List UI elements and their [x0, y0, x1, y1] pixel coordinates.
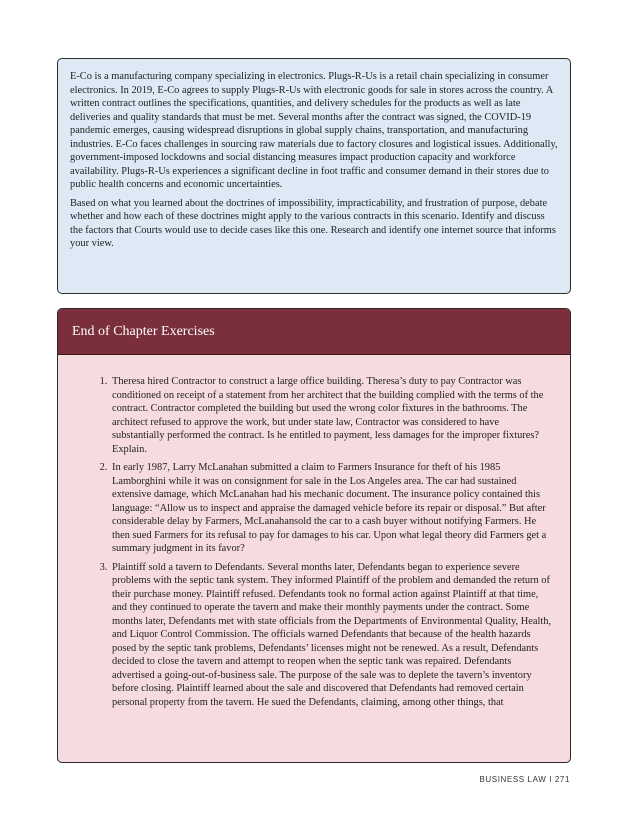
end-of-chapter-exercises-box: [57, 308, 571, 763]
exercises-heading: End of Chapter Exercises: [58, 309, 570, 355]
page-footer: BUSINESS LAW I 271: [479, 775, 570, 784]
exercise-item: 1. Theresa hired Contractor to construct a large office building. Theresa’s duty to pay Contractor was conditioned on receipt of a statement from her architect that the building complied with the terms of the contract. Contractor completed the building but used the wrong color fixtures in the bathrooms. The architect refused to approve the work, but under state law, Contractor was considered to have substantially performed the contract. Is he entitled to payment, less damages for the improper fixtures? Explain.: [110, 375, 554, 456]
exercise-list: [58, 355, 570, 709]
case-study-paragraph: Based on what you learned about the doctrines of impossibility, impracticability, and frustration of purpose, debate whether and how each of these doctrines might apply to the various contracts in this scenario. Identify and discuss the factors that Courts would use to decide cases like this one. Research and identify one internet source that informs your view.: [70, 197, 556, 249]
exercise-item: 2. In early 1987, Larry McLanahan submitted a claim to Farmers Insurance for theft of his 1985 Lamborghini while it was on consignment for sale in the Los Angeles area. The car had sustained extensive damage, which McLanahan had his mechanic document. The insurance policy contained this language: “Allow us to inspect and appraise the damaged vehicle before its repair or disposal.” But after considerable delay by Farmers, McLanahansold the car to a cash buyer without notifying Farmers. He then sued Farmers for its refusal to pay for damages to his car. Upon what legal theory did Farmers get a summary judgment in its favor?: [110, 461, 554, 556]
exercise-item: 3. Plaintiff sold a tavern to Defendants. Several months later, Defendants began to experience severe problems with the septic tank system. They informed Plaintiff of the problem and demanded the return of their purchase money. Plaintiff refused. Defendants took no formal action against Plaintiff at that time, and they continued to operate the tavern and make their monthly payments under the contract. Some months later, Defendants met with state officials from the Departments of Environmental Quality, Health, and Liquor Control Commission. The officials warned Defendants that because of the health hazards posed by the septic tank problems, Defendants’ licenses might not be renewed. As a result, Defendants decided to close the tavern and attempt to reopen when the septic tank was repaired. Defendants advertised a going-out-of-business sale. The purpose of the sale was to deplete the tavern’s inventory before closing. Plaintiff learned about the sale and discovered that Defendants had removed certain personal property from the tavern. He sued the Defendants, claiming, among other things, that: [110, 561, 554, 710]
case-study-box: [57, 58, 571, 294]
case-study-paragraph: E-Co is a manufacturing company specializing in electronics. Plugs-R-Us is a retail chain specializing in consumer electronics. In 2019, E-Co agrees to supply Plugs-R-Us with electronic goods for sale in stores across the country. A written contract outlines the specifications, quantities, and delivery schedules for the products as well as late deliveries and quality standards that must be met. Several months after the contract was signed, the COVID-19 pandemic emerges, causing widespread disruptions in global supply chains, transportation, and manufacturing industries. E-Co faces challenges in sourcing raw materials due to factory closures and logistical issues. Additionally, government-imposed lockdowns and social distancing measures impact production capacity and workforce availability. Plugs-R-Us experiences a significant decline in foot traffic and consumer demand in their stores due to public health concerns and economic uncertainties.: [70, 71, 558, 190]
